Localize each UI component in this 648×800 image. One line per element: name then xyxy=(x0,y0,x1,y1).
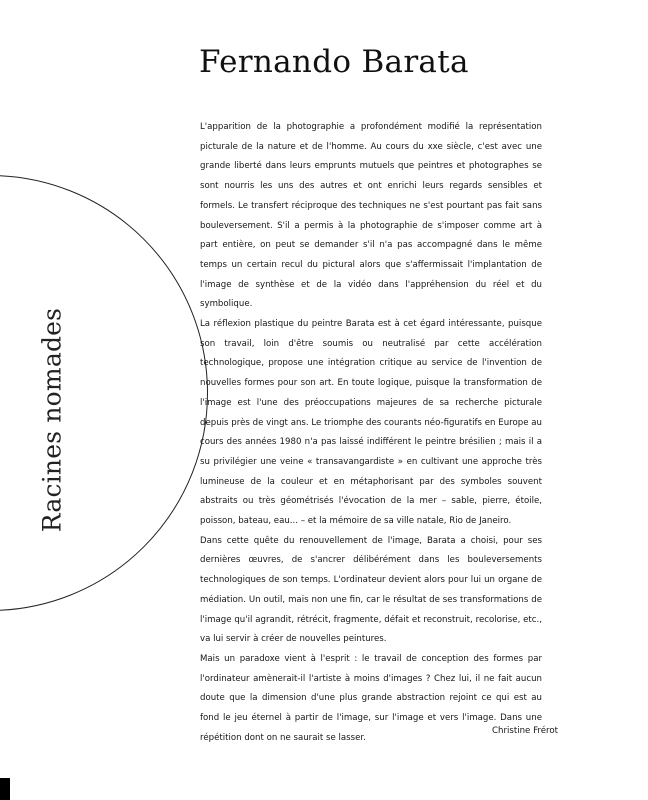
paragraph: L'apparition de la photographie a profondément modifié la représentation picturale de la nature et de l'homme. Au cours du xxe siècle, c'est avec une grande liberté dans leurs emprunts mutuels que peintres et photographes se sont nourris les uns des autres et ont enrichi leurs regards sensibles et formels. Le transfert réciproque des techniques ne s'est pourtant pas fait sans bouleversement. S'il a permis à la photographie de s'imposer comme art à part entière, on peut se demander s'il n'a pas accompagné dans le même temps un certain recul du pictural alors que s'affermissait l'implantation de l'image de synthèse et de la vidéo dans l'appréhension du réel et du symbolique. xyxy=(200,122,542,310)
page-edge-mark xyxy=(0,778,10,800)
author-signature: Christine Frérot xyxy=(492,726,558,736)
side-title: Racines nomades xyxy=(37,307,67,533)
paragraph: Mais un paradoxe vient à l'esprit : le travail de conception des formes par l'ordinateur amènerait-il l'artiste à moins d'images ? Chez lui, il ne fait aucun doute que la dimension d'une plus grande abstraction rejoint ce qui est au fond le jeu éternel à partir de l'image, sur l'image et vers l'image. Dans une répétition dont on ne saurait se lasser. xyxy=(200,653,542,743)
article-body xyxy=(200,118,542,749)
paragraph: Dans cette quête du renouvellement de l'image, Barata a choisi, pour ses dernières œuvres, de s'ancrer délibérément dans les bouleversements technologiques de son temps. L'ordinateur devient alors pour lui un organe de médiation. Un outil, mais non une fin, car le résultat de ses transformations de l'image qu'il agrandit, rétrécit, fragmente, défait et reconstruit, recolorise, etc., va lui servir à créer de nouvelles peintures. xyxy=(200,535,542,645)
paragraph: La réflexion plastique du peintre Barata est à cet égard intéressante, puisque son travail, loin d'être soumis ou neutralisé par cette accélération technologique, propose une intégration critique au service de l'invention de nouvelles formes pour son art. En toute logique, puisque la transformation de l'image est l'une des préoccupations majeures de sa recherche picturale depuis près de vingt ans. Le triomphe des courants néo-figuratifs en Europe au cours des années 1980 n'a pas laissé indifférent le peintre brésilien ; mais il a su privilégier une veine « transavangardiste » en cultivant une approche très lumineuse de la couleur et en métaphorisant par des symboles souvent abstraits ou très géométrisés l'évocation de la mer – sable, pierre, étoile, poisson, bateau, eau... – et la mémoire de sa ville natale, Rio de Janeiro. xyxy=(200,319,542,527)
decorative-circle-arc xyxy=(0,175,208,611)
page-title: Fernando Barata xyxy=(199,44,469,80)
